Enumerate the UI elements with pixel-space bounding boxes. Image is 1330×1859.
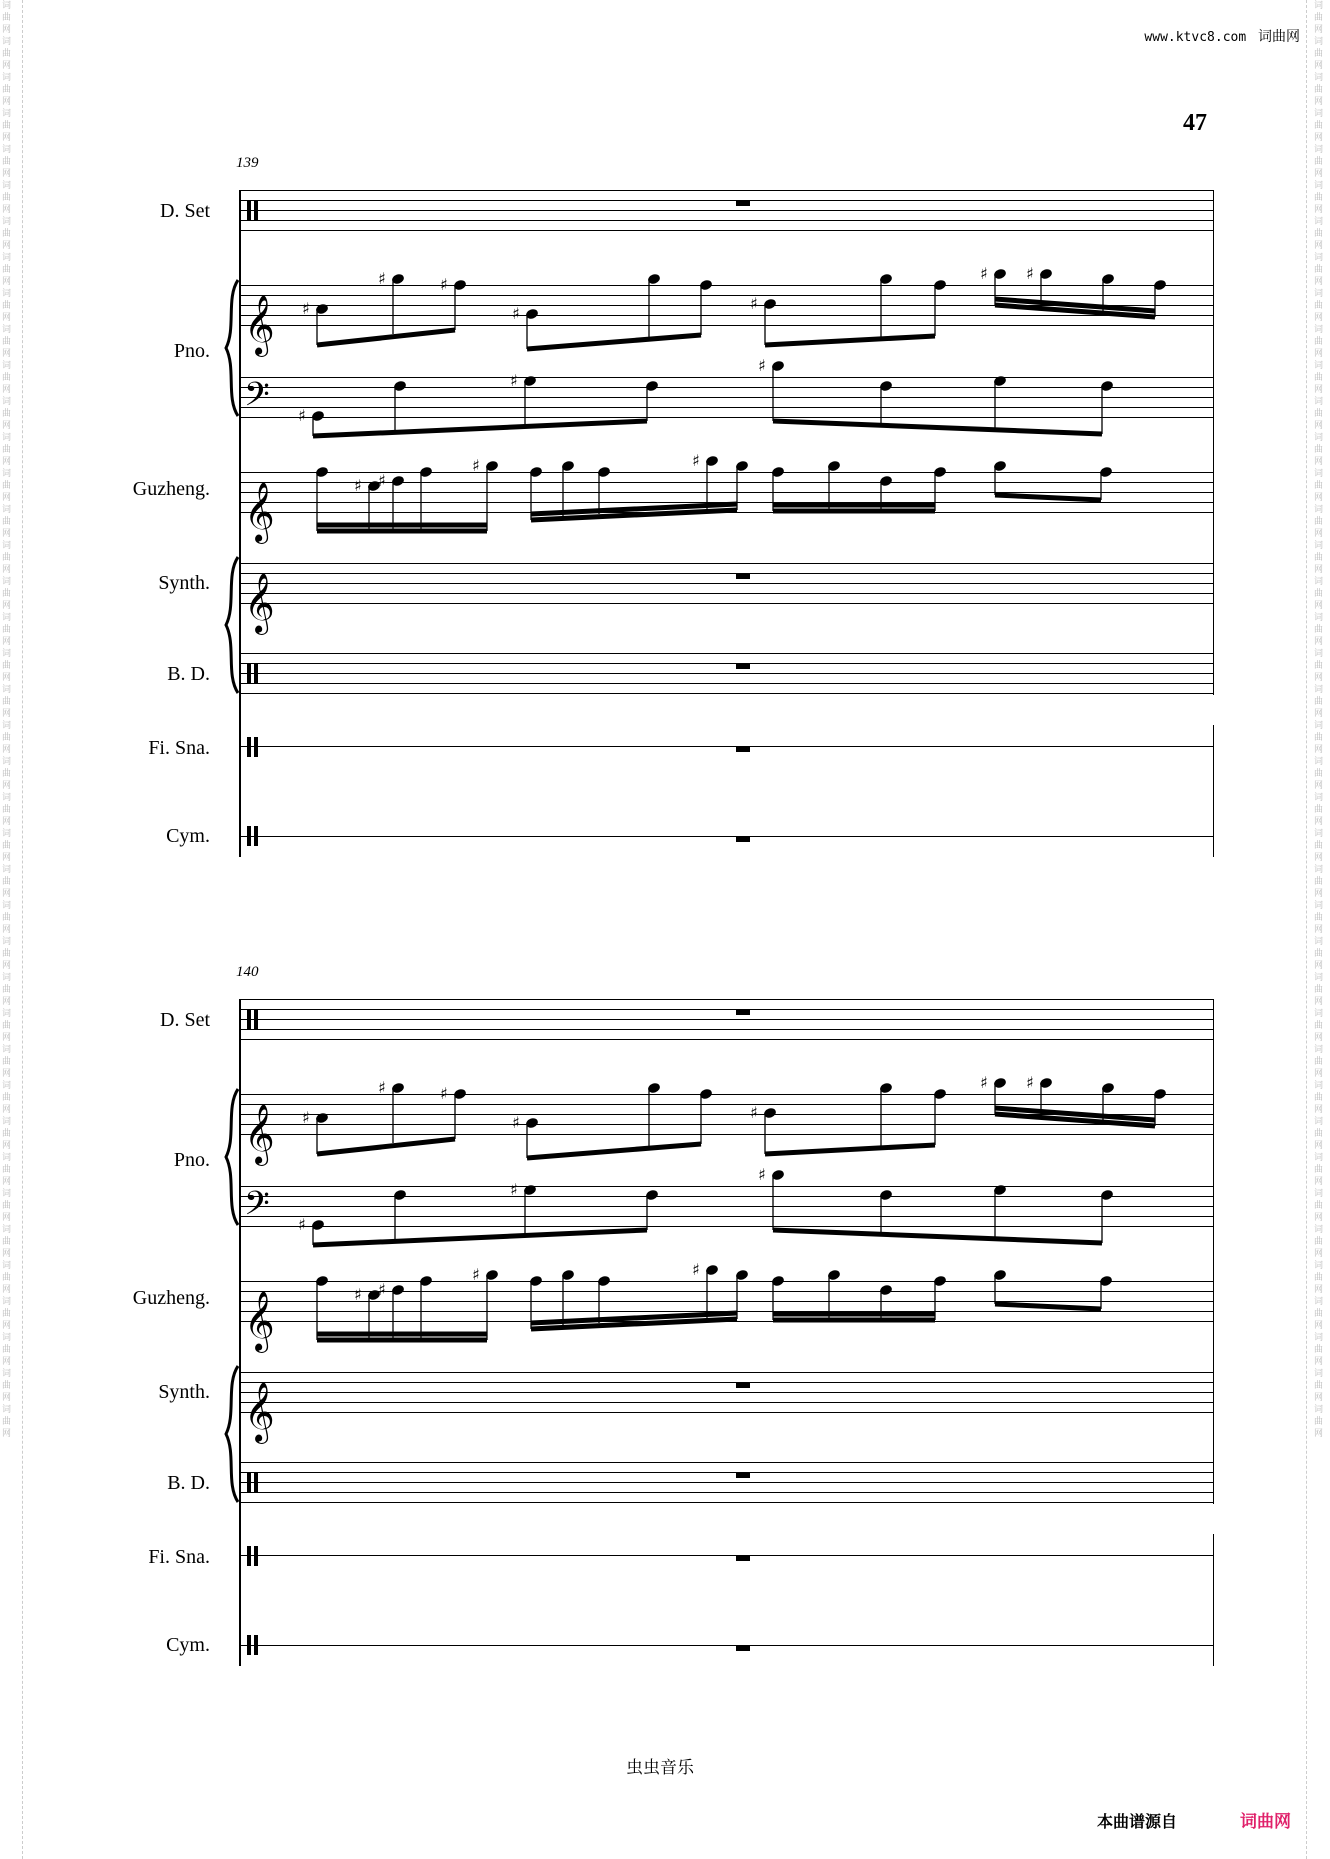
sharp-icon: ♯: [302, 299, 310, 318]
sharp-icon: ♯: [440, 1084, 448, 1103]
treble-clef-icon: 𝄞: [244, 573, 275, 633]
instrument-label-pno: Pno.: [173, 340, 210, 362]
sharp-icon: ♯: [378, 471, 386, 490]
instrument-label-dset: D. Set: [160, 1009, 210, 1031]
site-name: 词曲网: [1258, 29, 1300, 45]
sharp-icon: ♯: [512, 304, 520, 323]
sharp-icon: ♯: [440, 275, 448, 294]
instrument-label-synth: Synth.: [158, 572, 210, 594]
beam: [995, 495, 1101, 500]
beam: [995, 1304, 1101, 1309]
sharp-icon: ♯: [758, 1165, 766, 1184]
sharp-icon: ♯: [378, 1280, 386, 1299]
sharp-icon: ♯: [1026, 1073, 1034, 1092]
sharp-icon: ♯: [298, 1215, 306, 1234]
beam: [765, 336, 935, 345]
sharp-icon: ♯: [472, 1265, 480, 1284]
sharp-icon: ♯: [750, 294, 758, 313]
instrument-label-dset: D. Set: [160, 200, 210, 222]
sharp-icon: ♯: [472, 456, 480, 475]
beam: [527, 1144, 701, 1158]
page-number: 47: [1183, 110, 1207, 136]
sharp-icon: ♯: [692, 1260, 700, 1279]
sharp-icon: ♯: [298, 406, 306, 425]
sharp-icon: ♯: [512, 1113, 520, 1132]
beam: [317, 1139, 455, 1154]
sharp-icon: ♯: [302, 1108, 310, 1127]
treble-clef-icon: 𝄞: [244, 1104, 275, 1164]
sharp-icon: ♯: [980, 264, 988, 283]
instrument-label-bd: B. D.: [167, 663, 210, 685]
footer-brand[interactable]: 词曲网: [1240, 1812, 1291, 1832]
instrument-label-guzheng: Guzheng.: [132, 478, 210, 500]
sharp-icon: ♯: [510, 371, 518, 390]
left-margin-watermark: 词曲网词曲网词曲网词曲网词曲网词曲网词曲网词曲网词曲网词曲网词曲网词曲网词曲网词曲网词曲网词曲网词曲网词曲网词曲网词曲网词曲网词曲网词曲网词曲网词曲网词曲网词曲网词曲网词曲网词曲网词曲网词曲网词曲网词曲网词曲网词曲网词曲网词曲网词曲网词曲网: [2, 1, 12, 1439]
footer-center-text: 虫虫音乐: [626, 1758, 694, 1778]
sharp-icon: ♯: [510, 1180, 518, 1199]
sharp-icon: ♯: [354, 1285, 362, 1304]
sharp-icon: ♯: [692, 451, 700, 470]
sharp-icon: ♯: [758, 356, 766, 375]
beam: [773, 421, 1102, 434]
measure-number: 140: [236, 964, 259, 980]
treble-clef-icon: 𝄞: [244, 482, 275, 542]
bass-clef-icon: 𝄢: [244, 376, 270, 422]
sharp-icon: ♯: [378, 1078, 386, 1097]
instrument-label-guzheng: Guzheng.: [132, 1287, 210, 1309]
instrument-label-cym: Cym.: [166, 825, 210, 847]
treble-clef-icon: 𝄞: [244, 1291, 275, 1351]
instrument-label-synth: Synth.: [158, 1381, 210, 1403]
sharp-icon: ♯: [354, 476, 362, 495]
sharp-icon: ♯: [750, 1103, 758, 1122]
site-url[interactable]: www.ktvc8.com: [1144, 30, 1247, 45]
footer-source-label: 本曲谱源自: [1097, 1812, 1178, 1831]
treble-clef-icon: 𝄞: [244, 1382, 275, 1442]
sharp-icon: ♯: [378, 269, 386, 288]
beam: [773, 1230, 1102, 1243]
instrument-label-pno: Pno.: [173, 1149, 210, 1171]
instrument-label-fisna: Fi. Sna.: [148, 1546, 210, 1568]
sharp-icon: ♯: [1026, 264, 1034, 283]
right-margin-watermark: 词曲网词曲网词曲网词曲网词曲网词曲网词曲网词曲网词曲网词曲网词曲网词曲网词曲网词曲网词曲网词曲网词曲网词曲网词曲网词曲网词曲网词曲网词曲网词曲网词曲网词曲网词曲网词曲网词曲网词曲网词曲网词曲网词曲网词曲网词曲网词曲网词曲网词曲网词曲网词曲网: [1314, 1, 1324, 1439]
instrument-label-fisna: Fi. Sna.: [148, 737, 210, 759]
beam: [765, 1145, 935, 1154]
beam: [313, 1230, 647, 1245]
instrument-label-bd: B. D.: [167, 1472, 210, 1494]
sharp-icon: ♯: [980, 1073, 988, 1092]
bass-clef-icon: 𝄢: [244, 1185, 270, 1231]
instrument-label-cym: Cym.: [166, 1634, 210, 1656]
beam: [527, 335, 701, 349]
measure-number: 139: [236, 155, 259, 171]
treble-clef-icon: 𝄞: [244, 295, 275, 355]
beam: [313, 421, 647, 436]
beam: [317, 330, 455, 345]
